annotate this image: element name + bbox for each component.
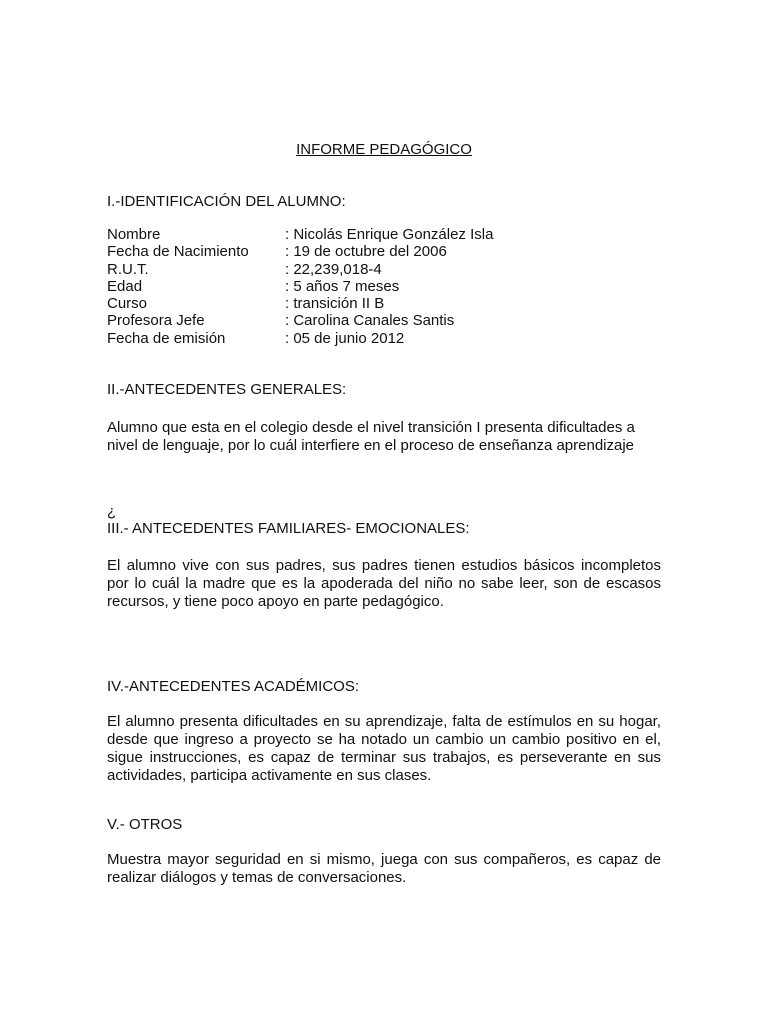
id-row-fecha-emision — [107, 330, 493, 347]
id-label: R.U.T. — [107, 260, 149, 278]
id-row-profesora-jefe — [107, 312, 493, 329]
id-value: : Nicolás Enrique González Isla — [285, 226, 494, 243]
section1-heading: I.-IDENTIFICACIÓN DEL ALUMNO: — [107, 193, 346, 210]
section4-heading: IV.-ANTECEDENTES ACADÉMICOS: — [107, 678, 359, 695]
id-row-rut — [107, 261, 493, 278]
id-value: : 19 de octubre del 2006 — [285, 243, 447, 261]
document-title: INFORME PEDAGÓGICO — [296, 141, 472, 158]
section2-heading: II.-ANTECEDENTES GENERALES: — [107, 381, 347, 398]
id-label: Curso — [107, 295, 148, 313]
id-row-nombre — [107, 226, 493, 243]
id-row-edad — [107, 278, 493, 295]
section3-heading: III.- ANTECEDENTES FAMILIARES- EMOCIONALES: — [107, 520, 470, 537]
id-label: Profesora Jefe — [107, 312, 205, 330]
id-row-fecha-nacimiento — [107, 243, 493, 260]
id-label: Edad — [107, 277, 143, 295]
id-label: Fecha de emisión — [107, 329, 226, 347]
stray-mark: ¿ — [107, 503, 117, 520]
id-label: Nombre — [107, 226, 161, 243]
id-label: Fecha de Nacimiento — [107, 243, 249, 261]
section5-heading: V.- OTROS — [107, 816, 183, 833]
id-value: : 22,239,018-4 — [285, 260, 382, 278]
id-value: : transición II B — [285, 295, 385, 313]
section4-text: El alumno presenta dificultades en su aprendizaje, falta de estímulos en su hogar, desde que ingreso a proyecto se ha notado un cambio un cambio positivo en el, sigue instrucciones, es capaz de terminar sus trabajos, es perseverante en sus actividades, participa activamente en sus clases. — [107, 713, 661, 784]
student-identification-table — [107, 226, 493, 347]
section3-text: El alumno vive con sus padres, sus padres tienen estudios básicos incompletos por lo cuál la madre que es la apoderada del niño no sabe leer, son de escasos recursos, y tiene poco apoyo en parte pedagógico. — [107, 557, 661, 610]
id-value: : Carolina Canales Santis — [285, 312, 455, 330]
section5-text: Muestra mayor seguridad en si mismo, juega con sus compañeros, es capaz de realizar diálogos y temas de conversaciones. — [107, 851, 661, 886]
id-value: : 05 de junio 2012 — [285, 329, 405, 347]
id-value: : 5 años 7 meses — [285, 277, 400, 295]
id-row-curso — [107, 295, 493, 312]
section2-text: Alumno que esta en el colegio desde el nivel transición I presenta dificultades a nivel de lenguaje, por lo cuál interfiere en el proceso de enseñanza aprendizaje — [107, 419, 635, 454]
